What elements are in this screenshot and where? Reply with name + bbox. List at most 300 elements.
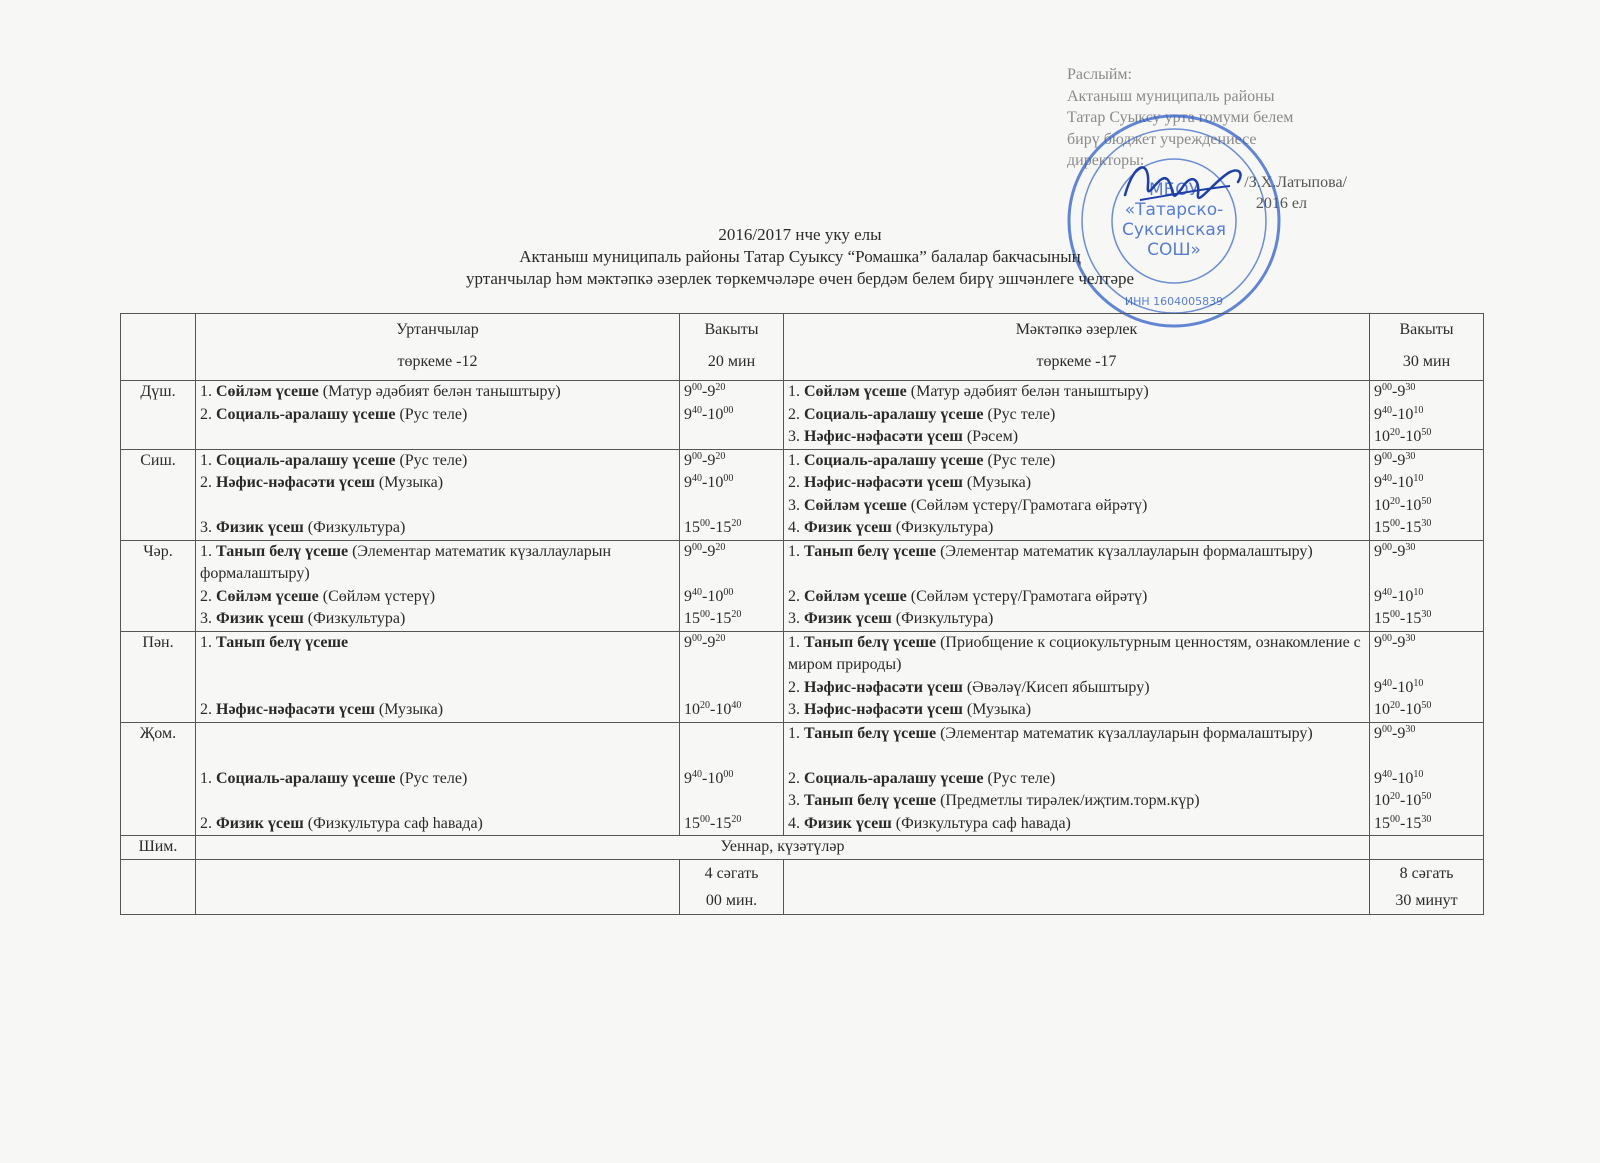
- activity-area: Физик үсеш: [804, 814, 892, 832]
- time-hours: -10: [1400, 496, 1422, 514]
- activity-item: [200, 450, 675, 473]
- time-hours: -10: [710, 701, 732, 718]
- time-minutes: 00: [1390, 609, 1400, 620]
- activity-area: Танып белү үсеше: [216, 633, 349, 651]
- time-slot: [684, 608, 779, 631]
- activity-subject: (Матур әдәбият белән таныштыру): [318, 383, 561, 400]
- time-hours: -15: [710, 610, 732, 627]
- prep-group-activities: [784, 449, 1370, 540]
- activity-item: [200, 768, 675, 791]
- time-hours: 9: [1374, 542, 1382, 560]
- approval-year: 2016 ел: [1255, 195, 1307, 212]
- activity-subject: (Музыка): [962, 701, 1032, 718]
- time-hours: -9: [1392, 451, 1406, 469]
- time-minutes: 30: [1405, 382, 1416, 393]
- time-minutes: 40: [1382, 768, 1392, 780]
- activity-area: Сөйләм үсеше: [216, 587, 319, 605]
- time-minutes: 30: [1421, 813, 1432, 825]
- activity-item: [200, 813, 675, 836]
- prep-group-activities: [784, 631, 1370, 722]
- time-minutes: 40: [692, 768, 702, 780]
- time-hours: -10: [1400, 701, 1422, 718]
- time-slot: [684, 632, 779, 655]
- time-hours: 15: [1374, 610, 1390, 627]
- time-hours: -15: [710, 519, 732, 536]
- time-slot: [684, 654, 779, 677]
- time-hours: 10: [1374, 701, 1390, 718]
- activity-subject: (Матур әдәбият белән таныштыру): [906, 383, 1149, 400]
- middle-group-times: [680, 449, 784, 540]
- activity-number: 2.: [788, 769, 804, 787]
- time-minutes: 20: [1390, 791, 1400, 802]
- time-hours: -10: [1392, 769, 1414, 787]
- activity-area: Социаль-аралашу үсеше: [804, 405, 984, 423]
- day-label: Сиш.: [121, 449, 196, 540]
- time-minutes: 00: [1382, 450, 1392, 462]
- saturday-activity: Уеннар, күзәтүләр: [196, 836, 1370, 860]
- activity-subject: (Сөйләм үстерү): [318, 587, 436, 605]
- activity-item: [200, 381, 675, 404]
- activity-item: [788, 586, 1365, 609]
- time-minutes: 40: [692, 586, 702, 598]
- activity-item: [788, 495, 1365, 518]
- stamp-text: СОШ»: [1147, 240, 1201, 260]
- time-hours: -9: [1392, 383, 1406, 400]
- time-hours: -9: [1392, 633, 1406, 651]
- header-cell-empty: [121, 314, 196, 381]
- activity-item: [200, 632, 675, 655]
- total-prep: 8 сәгать 30 минут: [1370, 859, 1484, 914]
- time-hours: -9: [702, 383, 716, 400]
- activity-subject: (Музыка): [962, 474, 1032, 491]
- activity-item: [788, 677, 1365, 700]
- time-minutes: 30: [1421, 609, 1432, 620]
- time-minutes: 30: [1405, 450, 1416, 462]
- activity-area: Физик үсеш: [804, 610, 892, 627]
- time-slot: [1374, 541, 1479, 586]
- time-slot: [1374, 404, 1479, 427]
- time-hours: 15: [1374, 519, 1390, 536]
- activity-item: [200, 404, 675, 427]
- time-hours: -15: [1400, 610, 1422, 627]
- activity-area: Сөйләм үсеше: [216, 383, 319, 400]
- day-label: Җом.: [121, 722, 196, 836]
- time-hours: 15: [684, 814, 700, 832]
- time-hours: 10: [1374, 792, 1390, 809]
- time-minutes: 00: [692, 632, 702, 644]
- activity-number: 1.: [200, 383, 216, 400]
- activity-item: [788, 768, 1365, 791]
- activity-number: 1.: [788, 724, 804, 742]
- middle-group-times: [680, 381, 784, 450]
- activity-subject: (Предметлы тирәлек/иҗтим.торм.күр): [936, 792, 1200, 809]
- activity-item: [788, 541, 1365, 586]
- activity-subject: (Элементар математик күзаллауларын формалаштыру): [936, 542, 1313, 560]
- activity-number: 2.: [788, 587, 804, 605]
- activity-number: 1.: [788, 383, 804, 400]
- activity-number: 3.: [788, 428, 804, 445]
- activity-item: [200, 654, 675, 677]
- activity-subject: (Элементар математик күзаллауларын формалаштыру): [936, 724, 1313, 742]
- time-hours: 9: [1374, 769, 1382, 787]
- time-minutes: 10: [1413, 677, 1424, 689]
- activity-item: [788, 472, 1365, 495]
- activity-area: Нәфис-нәфасәти үсеш: [216, 701, 375, 718]
- time-hours: -15: [1400, 519, 1422, 536]
- time-slot: [1374, 472, 1479, 495]
- time-minutes: 00: [700, 518, 710, 529]
- time-hours: -10: [1400, 428, 1422, 445]
- table-row-total: [121, 859, 1484, 914]
- day-label: Шим.: [121, 836, 196, 860]
- prep-group-activities: [784, 722, 1370, 836]
- time-minutes: 10: [1413, 586, 1424, 598]
- approval-line: Раслыйм:: [1067, 66, 1132, 83]
- header-middle-sub: төркеме -12: [397, 353, 478, 370]
- stamp-text: «Татарско-: [1124, 200, 1224, 220]
- activity-item: [788, 426, 1365, 449]
- middle-group-times: [680, 722, 784, 836]
- prep-group-activities: [784, 381, 1370, 450]
- activity-area: Сөйләм үсеше: [804, 587, 907, 605]
- table-row-saturday: [121, 836, 1484, 860]
- time-minutes: 40: [731, 700, 742, 711]
- time-hours: -9: [702, 451, 716, 469]
- time-hours: -9: [1392, 724, 1406, 742]
- time-hours: 9: [684, 587, 692, 605]
- time-slot: [1374, 677, 1479, 700]
- activity-number: 1.: [788, 451, 804, 469]
- activity-item: [788, 517, 1365, 540]
- approval-line: Актаныш муниципаль районы: [1067, 87, 1275, 105]
- time-slot: [1374, 723, 1479, 768]
- activity-subject: (Рус теле): [983, 451, 1056, 469]
- activity-subject: (Сөйләм үстерү/Грамотага өйрәтү): [906, 587, 1148, 605]
- activity-number: 2.: [200, 587, 216, 605]
- time-minutes: 00: [723, 404, 734, 416]
- time-slot: [684, 517, 779, 540]
- time-minutes: 40: [1382, 586, 1392, 598]
- activity-subject: (Физкультура): [891, 610, 994, 627]
- time-hours: -10: [1392, 474, 1414, 491]
- time-minutes: 00: [692, 382, 702, 393]
- time-hours: -10: [1392, 405, 1414, 423]
- prep-group-times: [1370, 449, 1484, 540]
- activity-number: 1.: [200, 633, 216, 651]
- activity-subject: (Физкультура): [303, 519, 406, 536]
- activity-number: 1.: [200, 769, 216, 787]
- time-slot: [684, 723, 779, 746]
- activity-item: [788, 813, 1365, 836]
- time-slot: [684, 768, 779, 791]
- time-hours: -15: [1400, 814, 1422, 832]
- middle-group-activities: [196, 449, 680, 540]
- time-minutes: 00: [700, 609, 710, 620]
- activity-area: Нәфис-нәфасәти үсеш: [804, 701, 963, 718]
- time-minutes: 20: [1390, 427, 1400, 438]
- activity-item: [200, 517, 675, 540]
- activity-area: Танып белү үсеше: [804, 724, 937, 742]
- middle-group-times: [680, 540, 784, 631]
- prep-group-times: [1370, 381, 1484, 450]
- table-row-day: [121, 631, 1484, 722]
- time-minutes: 00: [1382, 541, 1392, 553]
- stamp-inn: ИНН 1604005839: [1124, 295, 1224, 308]
- activity-number: 2.: [200, 814, 216, 832]
- activity-area: Социаль-аралашу үсеше: [804, 769, 984, 787]
- time-minutes: 20: [715, 450, 726, 462]
- activity-area: Сөйләм үсеше: [804, 383, 907, 400]
- time-slot: [1374, 768, 1479, 791]
- activity-item: [788, 381, 1365, 404]
- table-row-day: [121, 381, 1484, 450]
- time-slot: [684, 745, 779, 768]
- activity-area: Физик үсеш: [216, 814, 304, 832]
- time-slot: [684, 495, 779, 518]
- activity-number: 1.: [200, 451, 216, 469]
- empty-cell: [784, 859, 1370, 914]
- activity-number: 3.: [788, 792, 804, 809]
- time-minutes: 00: [700, 813, 710, 825]
- time-slot: [1374, 381, 1479, 404]
- activity-item: [788, 699, 1365, 722]
- total-middle: 4 сәгать 00 мин.: [680, 859, 784, 914]
- time-hours: -10: [702, 587, 724, 605]
- time-minutes: 00: [1382, 632, 1392, 644]
- activity-area: Танып белү үсеше: [804, 792, 937, 809]
- time-hours: -10: [1392, 678, 1414, 696]
- time-minutes: 00: [1382, 382, 1392, 393]
- activity-subject: (Музыка): [374, 701, 444, 718]
- prep-group-times: [1370, 722, 1484, 836]
- doc-title-org: Актаныш муниципаль районы Татар Суыксу “Ромашка” балалар бакчасының: [519, 247, 1081, 266]
- activity-item: [200, 495, 675, 518]
- time-minutes: 00: [692, 541, 702, 553]
- time-hours: 15: [1374, 814, 1390, 832]
- middle-group-activities: [196, 381, 680, 450]
- time-minutes: 00: [1390, 813, 1400, 825]
- approval-line: бирү бюджет учреждениесе: [1067, 130, 1257, 148]
- time-hours: 15: [684, 610, 700, 627]
- empty-cell: [121, 859, 196, 914]
- header-time2-sub: 30 мин: [1402, 353, 1451, 370]
- time-minutes: 50: [1421, 427, 1432, 438]
- time-slot: [684, 586, 779, 609]
- time-slot: [1374, 699, 1479, 722]
- approval-line: Татар Суыксу урта гомуми белем: [1067, 109, 1294, 126]
- activity-number: 4.: [788, 519, 804, 536]
- activity-subject: (Рәсем): [962, 428, 1019, 445]
- activity-subject: (Рус теле): [395, 451, 468, 469]
- time-hours: 9: [1374, 633, 1382, 651]
- time-minutes: 00: [1382, 723, 1392, 735]
- time-hours: -10: [702, 769, 724, 787]
- time-slot: [1374, 517, 1479, 540]
- time-minutes: 00: [723, 768, 734, 780]
- time-hours: 9: [1374, 587, 1382, 605]
- activity-item: [200, 745, 675, 768]
- activity-area: Социаль-аралашу үсеше: [804, 451, 984, 469]
- middle-group-activities: [196, 540, 680, 631]
- header-time1-sub: 20 мин: [707, 353, 756, 370]
- time-slot: [1374, 450, 1479, 473]
- activity-subject: (Музыка): [374, 474, 444, 491]
- activity-number: 2.: [200, 405, 216, 423]
- activity-area: Нәфис-нәфасәти үсеш: [216, 474, 375, 491]
- activity-number: 4.: [788, 814, 804, 832]
- time-hours: -9: [702, 542, 716, 560]
- time-hours: -10: [1400, 792, 1422, 809]
- activity-number: 2.: [788, 678, 804, 696]
- approval-line: директоры:: [1067, 152, 1145, 169]
- time-slot: [684, 677, 779, 700]
- time-minutes: 30: [1405, 541, 1416, 553]
- time-hours: 9: [684, 474, 692, 491]
- activity-item: [788, 608, 1365, 631]
- activity-number: 2.: [788, 405, 804, 423]
- time-minutes: 40: [1382, 473, 1392, 484]
- table-row-day: [121, 540, 1484, 631]
- activity-item: [788, 723, 1365, 768]
- doc-title-year: 2016/2017 нче уку елы: [718, 225, 882, 244]
- activity-subject: (Әвәләү/Кисеп ябыштыру): [962, 678, 1150, 696]
- activity-subject: (Рус теле): [983, 405, 1056, 423]
- time-slot: [684, 813, 779, 836]
- activity-item: [788, 450, 1365, 473]
- activity-number: 3.: [200, 610, 216, 627]
- activity-item: [200, 472, 675, 495]
- signature-mark: [1120, 150, 1250, 220]
- time-minutes: 30: [1405, 723, 1416, 735]
- time-slot: [1374, 495, 1479, 518]
- time-minutes: 30: [1421, 518, 1432, 529]
- activity-number: 1.: [788, 542, 804, 560]
- time-hours: 9: [684, 383, 692, 400]
- activity-area: Нәфис-нәфасәти үсеш: [804, 678, 963, 696]
- time-minutes: 50: [1421, 791, 1432, 802]
- activity-area: Физик үсеш: [216, 519, 304, 536]
- activity-number: 2.: [788, 474, 804, 491]
- time-slot: [684, 426, 779, 449]
- time-minutes: 20: [715, 382, 726, 393]
- time-slot: [1374, 608, 1479, 631]
- activity-subject: (Сөйләм үстерү/Грамотага өйрәтү): [906, 496, 1148, 514]
- header-time1: Вакыты 20 мин: [680, 314, 784, 381]
- activity-item: [200, 541, 675, 586]
- activity-number: 2.: [200, 474, 216, 491]
- time-minutes: 20: [1390, 495, 1400, 507]
- time-hours: 15: [684, 519, 700, 536]
- time-slot: [684, 790, 779, 813]
- activity-subject: (Физкультура саф һавада): [891, 814, 1071, 832]
- activity-item: [200, 790, 675, 813]
- time-hours: 10: [1374, 496, 1390, 514]
- time-hours: 10: [684, 701, 700, 718]
- time-slot: [684, 472, 779, 495]
- time-slot: [1374, 632, 1479, 677]
- time-minutes: 10: [1413, 473, 1424, 484]
- empty-cell: [196, 859, 680, 914]
- activity-area: Социаль-аралашу үсеше: [216, 405, 396, 423]
- time-minutes: 20: [1390, 700, 1400, 711]
- activity-number: 1.: [788, 633, 804, 651]
- time-hours: 9: [1374, 405, 1382, 423]
- header-middle-group: Уртанчылар төркеме -12: [196, 314, 680, 381]
- header-prep-sub: төркеме -17: [1036, 353, 1117, 370]
- empty-cell: [1370, 836, 1484, 860]
- time-hours: 9: [684, 769, 692, 787]
- activity-number: 3.: [788, 496, 804, 514]
- time-hours: 10: [1374, 428, 1390, 445]
- schedule-table: [120, 313, 1484, 915]
- time-minutes: 00: [723, 586, 734, 598]
- time-slot: [684, 450, 779, 473]
- activity-item: [200, 677, 675, 700]
- activity-item: [200, 586, 675, 609]
- activity-area: Физик үсеш: [804, 519, 892, 536]
- activity-item: [200, 723, 675, 746]
- activity-item: [200, 608, 675, 631]
- time-slot: [1374, 813, 1479, 836]
- time-hours: 9: [1374, 678, 1382, 696]
- middle-group-times: [680, 631, 784, 722]
- time-minutes: 40: [1382, 677, 1392, 689]
- time-hours: -9: [702, 633, 716, 651]
- time-minutes: 10: [1413, 768, 1424, 780]
- time-minutes: 00: [723, 473, 734, 484]
- middle-group-activities: [196, 722, 680, 836]
- prep-group-times: [1370, 540, 1484, 631]
- time-slot: [684, 404, 779, 427]
- time-hours: 9: [1374, 474, 1382, 491]
- header-time2: Вакыты 30 мин: [1370, 314, 1484, 381]
- table-header-row: [121, 314, 1484, 381]
- time-minutes: 20: [715, 632, 726, 644]
- activity-area: Физик үсеш: [216, 610, 304, 627]
- activity-item: [200, 699, 675, 722]
- activity-subject: (Физкультура): [891, 519, 994, 536]
- activity-area: Танып белү үсеше: [804, 542, 937, 560]
- time-slot: [684, 381, 779, 404]
- day-label: Пән.: [121, 631, 196, 722]
- prep-group-times: [1370, 631, 1484, 722]
- activity-area: Нәфис-нәфасәти үсеш: [804, 474, 963, 491]
- day-label: Чәр.: [121, 540, 196, 631]
- activity-item: [788, 790, 1365, 813]
- time-minutes: 20: [731, 609, 742, 620]
- time-slot: [684, 541, 779, 586]
- stamp-text: МБОУ: [1148, 180, 1200, 200]
- time-slot: [1374, 790, 1479, 813]
- stamp-text: Суксинская: [1122, 220, 1226, 240]
- activity-number: 3.: [788, 701, 804, 718]
- table-row-day: [121, 449, 1484, 540]
- time-minutes: 40: [692, 473, 702, 484]
- activity-subject: (Рус теле): [395, 769, 468, 787]
- activity-number: 1.: [200, 542, 216, 560]
- activity-number: 3.: [788, 610, 804, 627]
- time-minutes: 20: [731, 518, 742, 529]
- time-hours: 9: [684, 451, 692, 469]
- doc-title-main: уртанчылар һәм мәктәпкә әзерлек төркемчәләре өчен бердәм белем бирү эшчәнлеге челтәре: [465, 269, 1135, 288]
- activity-subject: (Физкультура саф һавада): [303, 814, 483, 832]
- time-hours: 9: [1374, 383, 1382, 400]
- activity-subject: (Физкультура): [303, 610, 406, 627]
- time-hours: -10: [702, 474, 724, 491]
- time-minutes: 10: [1413, 404, 1424, 416]
- middle-group-activities: [196, 631, 680, 722]
- activity-area: Социаль-аралашу үсеше: [216, 451, 396, 469]
